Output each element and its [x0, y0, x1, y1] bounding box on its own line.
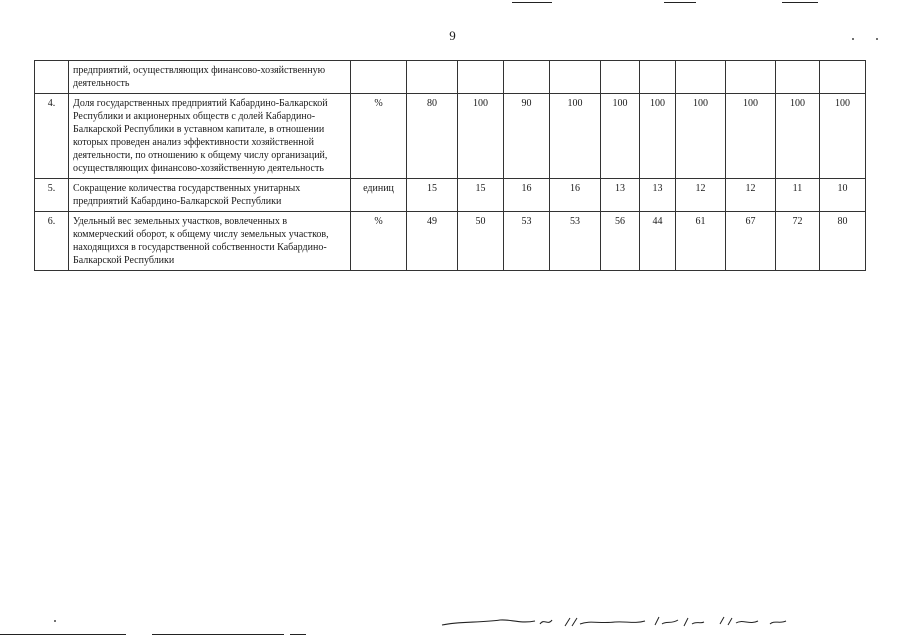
indicator-value: 100: [820, 94, 866, 179]
indicator-value: 80: [407, 94, 458, 179]
unit-of-measure: %: [351, 212, 407, 271]
indicator-value: 80: [820, 212, 866, 271]
scan-mark: [0, 634, 126, 635]
scan-mark: [664, 2, 696, 3]
unit-of-measure: %: [351, 94, 407, 179]
indicator-value: 50: [458, 212, 504, 271]
row-number: [35, 61, 69, 94]
indicator-value: 12: [676, 179, 726, 212]
indicator-value: 90: [504, 94, 550, 179]
row-number: 6.: [35, 212, 69, 271]
row-number: 5.: [35, 179, 69, 212]
page-number: 9: [449, 28, 456, 43]
table-body: [35, 61, 866, 271]
scan-dot: [54, 620, 56, 622]
indicator-value: 56: [601, 212, 640, 271]
indicator-value: 100: [601, 94, 640, 179]
indicator-value: 13: [640, 179, 676, 212]
table-row: [35, 94, 866, 179]
table-row: [35, 212, 866, 271]
indicator-value: 16: [504, 179, 550, 212]
indicator-value: 44: [640, 212, 676, 271]
scan-mark: [512, 2, 552, 3]
unit-of-measure: [351, 61, 407, 94]
indicator-value: 100: [458, 94, 504, 179]
indicator-value: 15: [458, 179, 504, 212]
indicator-description: Доля государственных предприятий Кабардино-Балкарской Республики и акционерных обществ с долей Кабардино-Балкарской Республики в уставном капитале, в отношении которых проведен анализ эффективности хозяйственной деятельности, по отношению к общему числу организаций, осуществляющих финансово-хозяйственную деятельность: [69, 94, 351, 179]
scan-mark: [782, 2, 818, 3]
indicator-description: Сокращение количества государственных унитарных предприятий Кабардино-Балкарской Республики: [69, 179, 351, 212]
handwritten-signature: [440, 612, 800, 632]
indicator-value: 16: [550, 179, 601, 212]
indicator-value: 61: [676, 212, 726, 271]
indicator-description: предприятий, осуществляющих финансово-хозяйственную деятельность: [69, 61, 351, 94]
indicator-value: 10: [820, 179, 866, 212]
data-table: [34, 60, 866, 271]
indicator-value: 11: [776, 179, 820, 212]
unit-of-measure: единиц: [351, 179, 407, 212]
indicator-value: [601, 61, 640, 94]
indicator-value: 100: [640, 94, 676, 179]
indicator-value: 13: [601, 179, 640, 212]
indicator-value: [676, 61, 726, 94]
indicator-value: 12: [726, 179, 776, 212]
scan-mark: [152, 634, 284, 635]
indicator-value: [820, 61, 866, 94]
indicator-value: 67: [726, 212, 776, 271]
indicator-value: [726, 61, 776, 94]
scan-mark: [290, 634, 306, 635]
indicator-value: 100: [550, 94, 601, 179]
indicator-value: 72: [776, 212, 820, 271]
row-number: 4.: [35, 94, 69, 179]
indicator-value: [550, 61, 601, 94]
indicator-value: [458, 61, 504, 94]
indicator-value: 100: [776, 94, 820, 179]
table-row: [35, 61, 866, 94]
indicator-value: [640, 61, 676, 94]
indicator-value: 100: [726, 94, 776, 179]
indicator-value: 53: [504, 212, 550, 271]
indicator-value: 100: [676, 94, 726, 179]
table-row: [35, 179, 866, 212]
indicator-value: [776, 61, 820, 94]
indicator-value: 49: [407, 212, 458, 271]
indicator-description: Удельный вес земельных участков, вовлеченных в коммерческий оборот, к общему числу земельных участков, находящихся в государственной собственности Кабардино-Балкарской Республики: [69, 212, 351, 271]
indicator-value: [504, 61, 550, 94]
indicator-value: 53: [550, 212, 601, 271]
indicator-value: [407, 61, 458, 94]
indicator-value: 15: [407, 179, 458, 212]
